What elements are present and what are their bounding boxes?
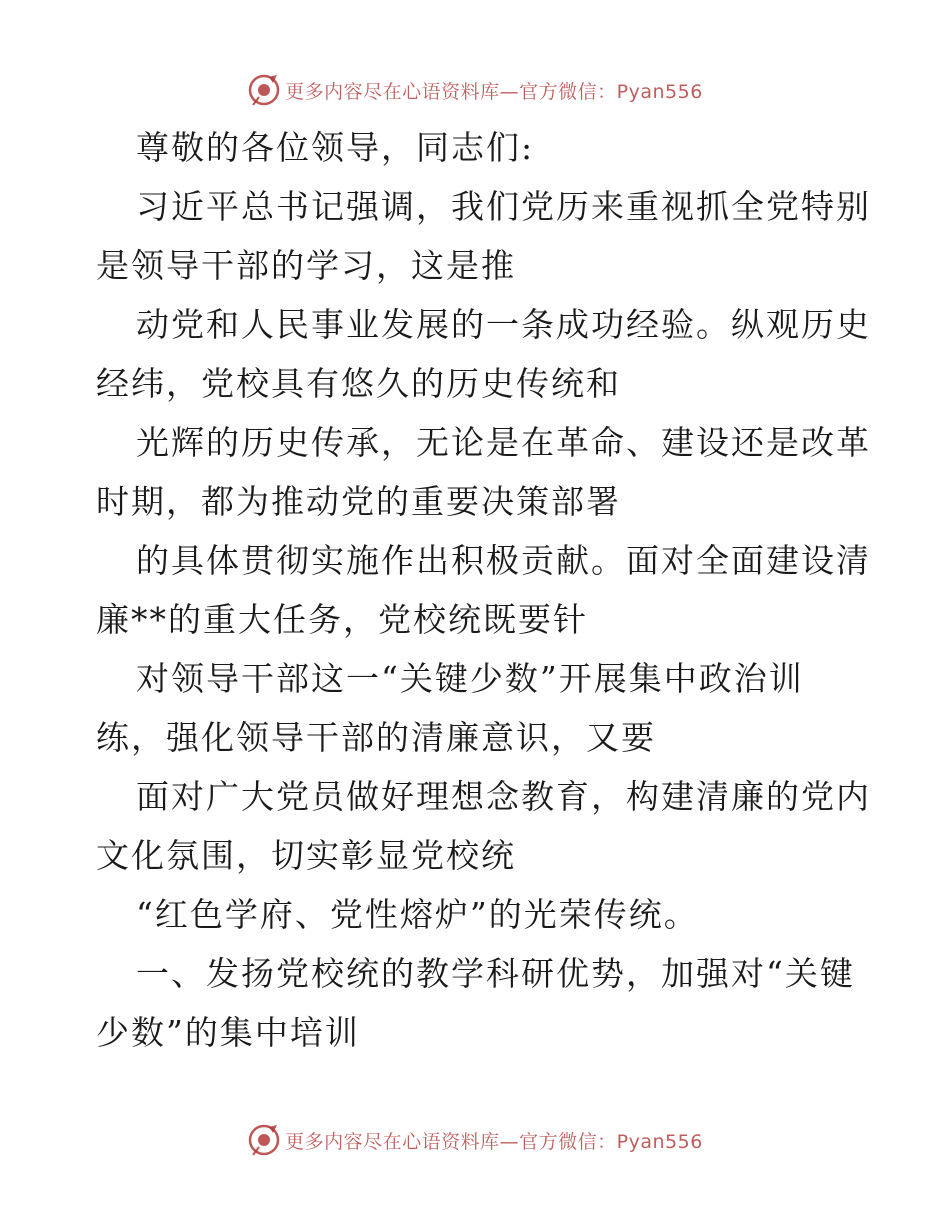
watermark-footer	[0, 1120, 950, 1160]
text-line: 文化氛围，切实彰显党校统	[96, 836, 516, 875]
text-line: 的具体贯彻实施作出积极贡献。面对全面建设清	[136, 541, 871, 580]
text-line: 面对广大党员做好理想念教育，构建清廉的党内	[136, 777, 871, 816]
paragraph	[96, 531, 871, 649]
quill-logo-icon	[247, 73, 281, 107]
paragraph	[96, 177, 871, 295]
text-line: 光辉的历史传承，无论是在革命、建设还是改革	[136, 423, 871, 462]
text-line: 习近平总书记强调，我们党历来重视抓全党特别	[136, 187, 871, 226]
text-line: 尊敬的各位领导，同志们:	[136, 128, 535, 167]
text-line: 练，强化领导干部的清廉意识，又要	[96, 718, 656, 757]
text-line: 时期，都为推动党的重要决策部署	[96, 482, 621, 521]
text-line: 对领导干部这一“关键少数”开展集中政治训	[136, 659, 804, 698]
paragraph	[96, 295, 871, 413]
text-line: 动党和人民事业发展的一条成功经验。纵观历史	[136, 305, 871, 344]
watermark-header	[0, 70, 950, 110]
quill-logo-icon	[247, 1123, 281, 1157]
text-line: “红色学府、党性熔炉”的光荣传统。	[136, 895, 699, 934]
paragraph	[96, 413, 871, 531]
salutation	[96, 118, 866, 177]
paragraph	[96, 767, 871, 885]
text-line: 廉**的重大任务，党校统既要针	[96, 600, 588, 639]
section-heading	[96, 944, 866, 1062]
watermark-text: 更多内容尽在心语资料库—官方微信：Pyan556	[285, 1130, 703, 1153]
text-line: 是领导干部的学习，这是推	[96, 246, 516, 285]
paragraph	[96, 885, 866, 944]
document-body	[96, 118, 871, 1062]
text-line: 经纬，党校具有悠久的历史传统和	[96, 364, 621, 403]
watermark-text: 更多内容尽在心语资料库—官方微信：Pyan556	[285, 80, 703, 103]
text-line: 一、发扬党校统的教学科研优势，加强对“关键	[136, 954, 855, 993]
text-line: 少数”的集中培训	[96, 1013, 360, 1052]
paragraph	[96, 649, 866, 767]
